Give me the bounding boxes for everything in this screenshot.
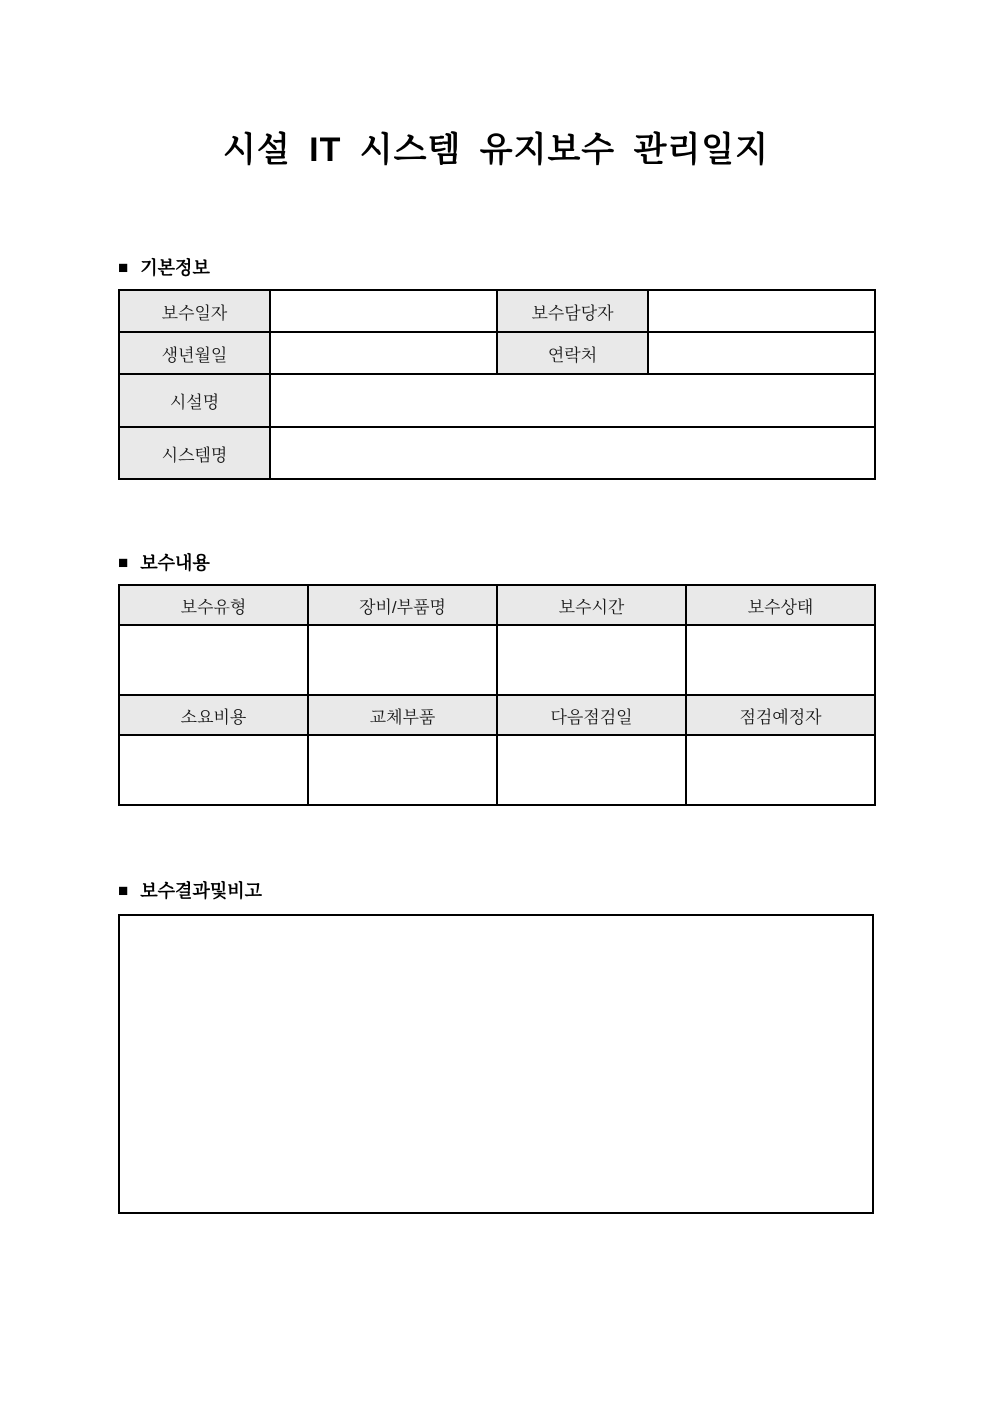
- next-inspection-date-value-cell[interactable]: [497, 735, 686, 805]
- section-title-maintenance: 보수내용: [140, 553, 210, 573]
- cost-label: 소요비용: [119, 695, 308, 735]
- table-header-row: [119, 585, 875, 625]
- table-row: [119, 625, 875, 695]
- repair-time-label: 보수시간: [497, 585, 686, 625]
- repair-manager-value-cell[interactable]: [648, 290, 875, 332]
- basic-info-table: [118, 289, 876, 480]
- results-notes-box[interactable]: [118, 914, 874, 1214]
- square-bullet-icon: ■: [118, 553, 129, 572]
- table-row: [119, 332, 875, 374]
- table-row: [119, 290, 875, 332]
- page-title: 시설 IT 시스템 유지보수 관리일지: [223, 131, 769, 169]
- inspection-assignee-label: 점검예정자: [686, 695, 875, 735]
- next-inspection-date-label: 다음점검일: [497, 695, 686, 735]
- cost-value-cell[interactable]: [119, 735, 308, 805]
- system-name-label: 시스템명: [119, 427, 270, 479]
- replaced-parts-label: 교체부품: [308, 695, 497, 735]
- facility-name-value-cell[interactable]: [270, 374, 875, 427]
- section-heading-maintenance: [118, 552, 874, 574]
- table-row: [119, 735, 875, 805]
- equipment-part-name-value-cell[interactable]: [308, 625, 497, 695]
- repair-status-value-cell[interactable]: [686, 625, 875, 695]
- table-row: [119, 374, 875, 427]
- repair-date-value-cell[interactable]: [270, 290, 497, 332]
- table-row: [119, 427, 875, 479]
- section-title-basic-info: 기본정보: [140, 258, 210, 278]
- section-heading-basic-info: [118, 257, 874, 279]
- replaced-parts-value-cell[interactable]: [308, 735, 497, 805]
- contact-value-cell[interactable]: [648, 332, 875, 374]
- facility-name-label: 시설명: [119, 374, 270, 427]
- inspection-assignee-value-cell[interactable]: [686, 735, 875, 805]
- repair-type-label: 보수유형: [119, 585, 308, 625]
- table-header-row: [119, 695, 875, 735]
- repair-time-value-cell[interactable]: [497, 625, 686, 695]
- birth-date-value-cell[interactable]: [270, 332, 497, 374]
- birth-date-label: 생년월일: [119, 332, 270, 374]
- repair-date-label: 보수일자: [119, 290, 270, 332]
- maintenance-table: [118, 584, 876, 806]
- square-bullet-icon: ■: [118, 258, 129, 277]
- section-title-results: 보수결과및비고: [140, 881, 262, 901]
- contact-label: 연락처: [497, 332, 648, 374]
- repair-type-value-cell[interactable]: [119, 625, 308, 695]
- repair-status-label: 보수상태: [686, 585, 875, 625]
- equipment-part-name-label: 장비/부품명: [308, 585, 497, 625]
- square-bullet-icon: ■: [118, 881, 129, 900]
- section-heading-results: [118, 880, 874, 902]
- system-name-value-cell[interactable]: [270, 427, 875, 479]
- repair-manager-label: 보수담당자: [497, 290, 648, 332]
